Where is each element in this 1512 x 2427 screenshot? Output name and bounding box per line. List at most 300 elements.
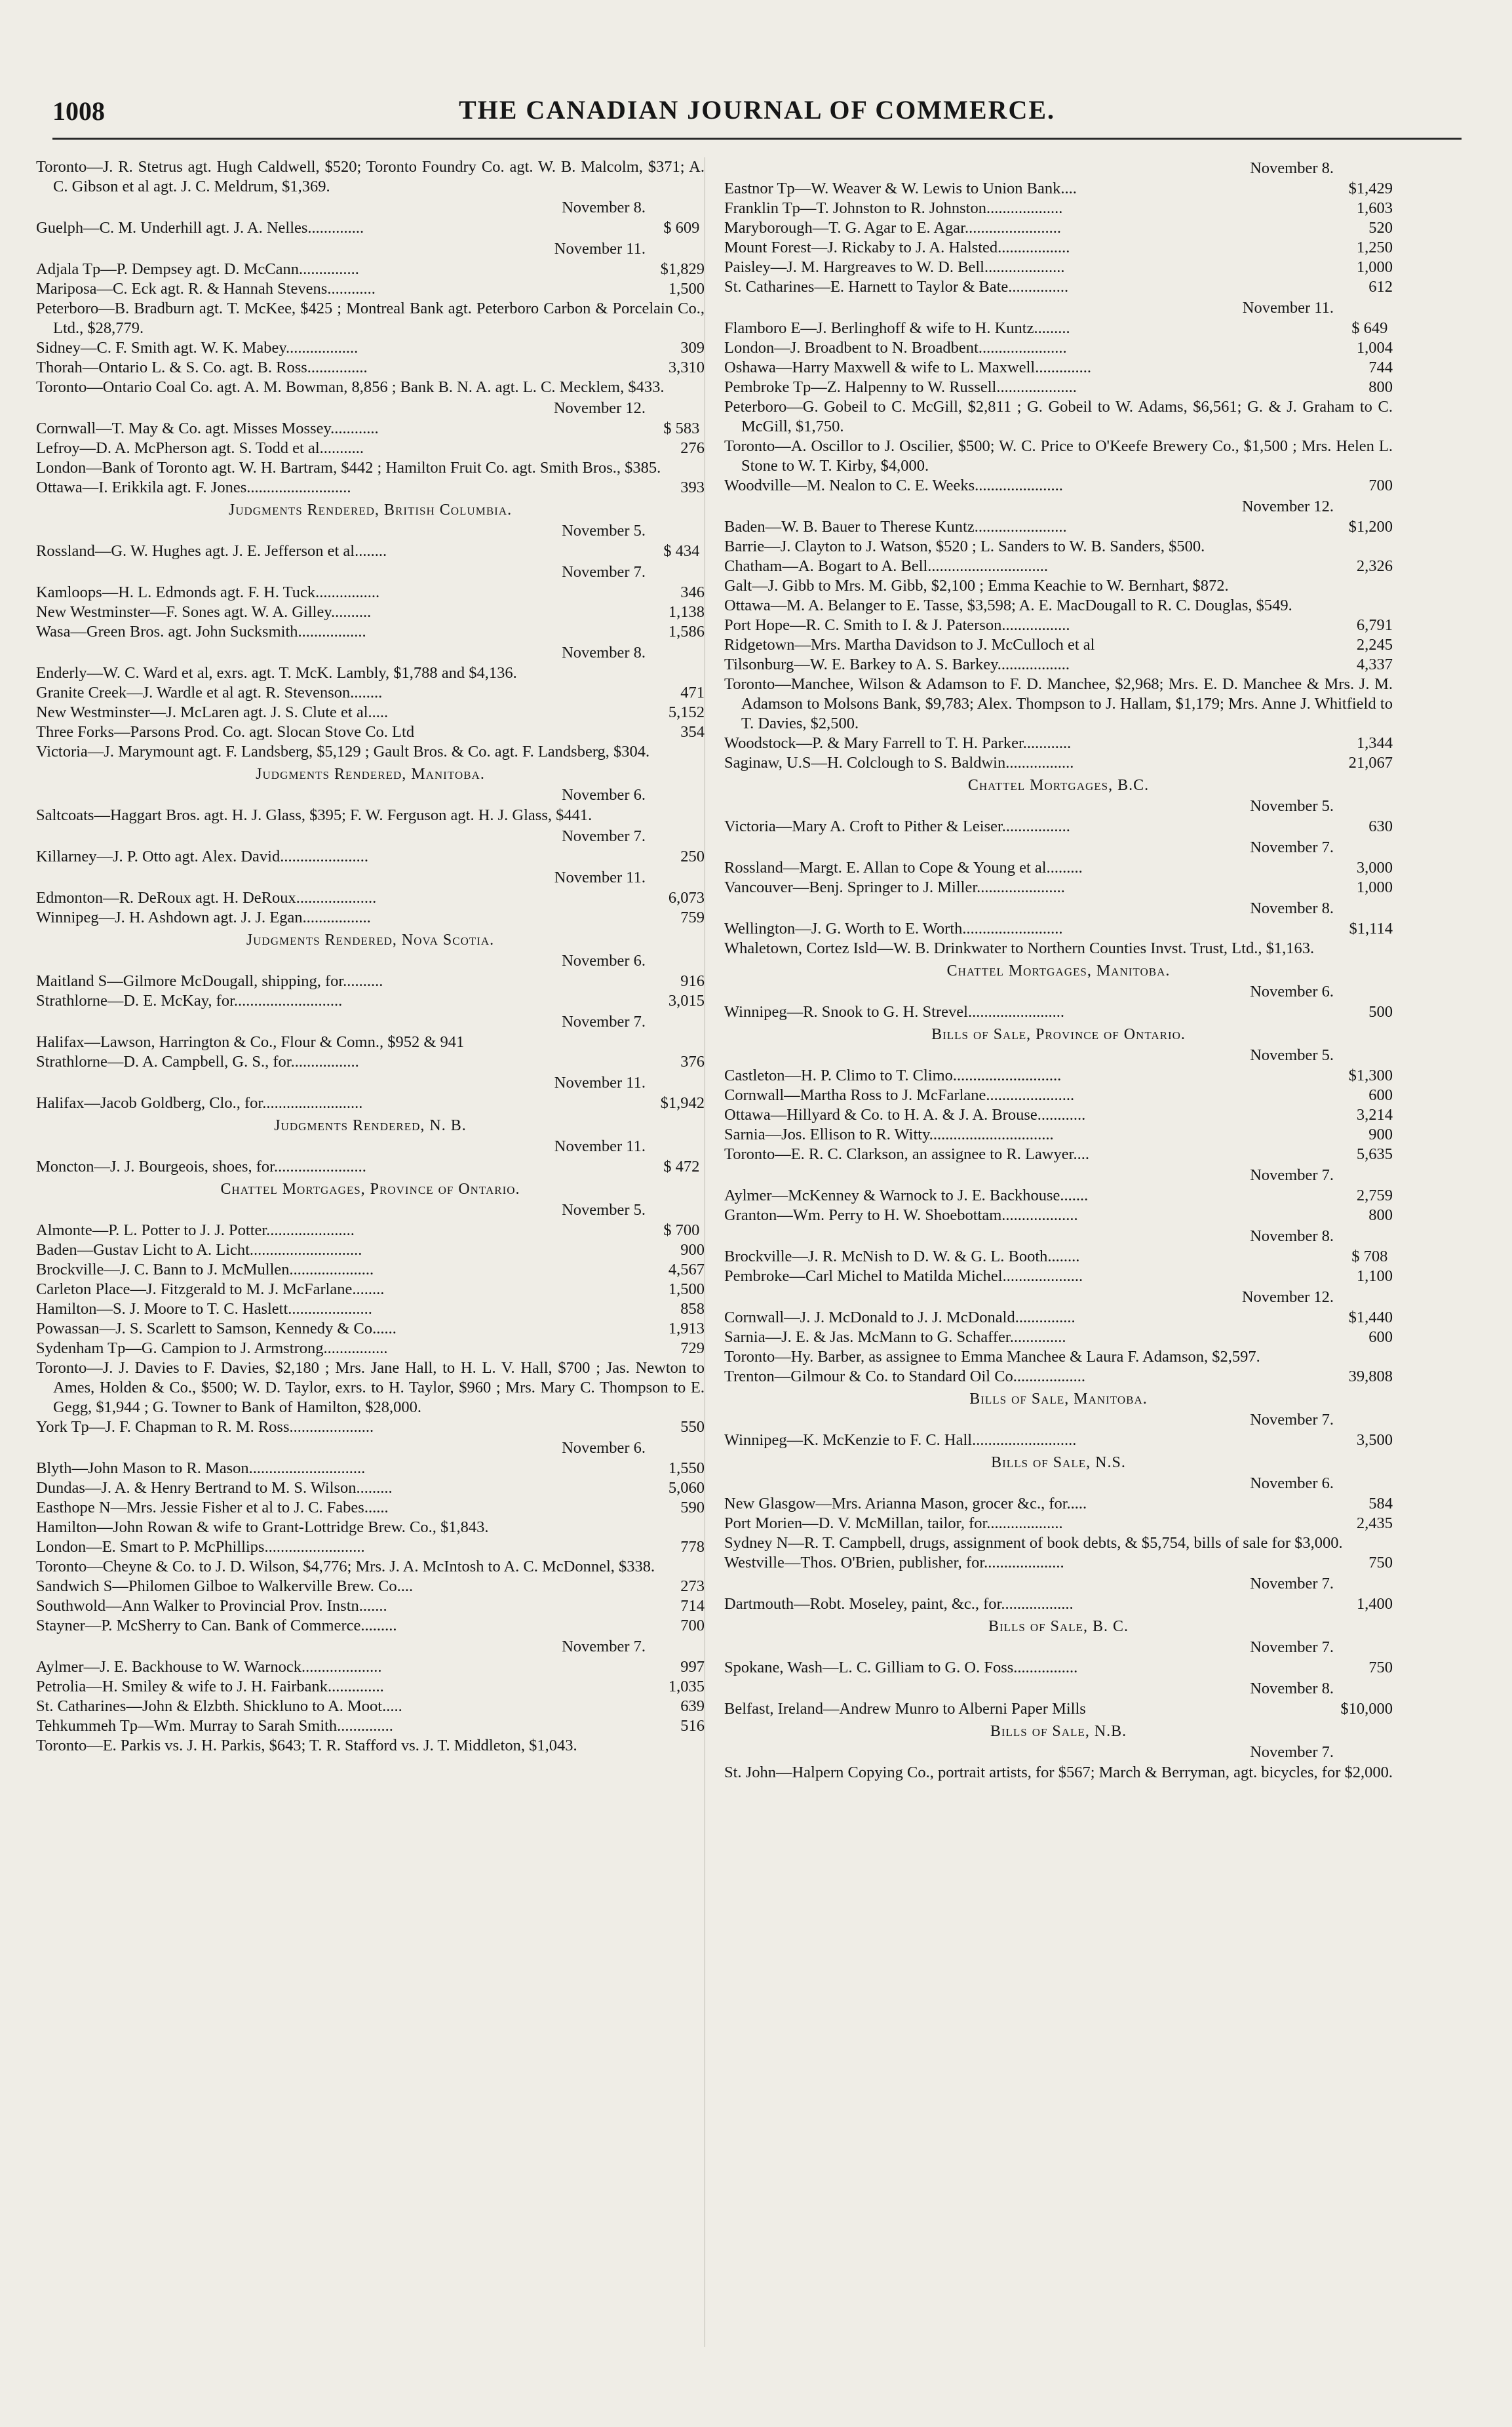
record-amount: $ 649 — [1351, 319, 1388, 337]
record-text: Winnipeg—J. H. Ashdown agt. J. J. Egan................. — [36, 909, 371, 926]
record-amount: 612 — [1368, 278, 1393, 296]
record-amount: 639 — [680, 1697, 705, 1715]
record-amount: 1,400 — [1356, 1595, 1393, 1613]
record-amount: 744 — [1368, 359, 1393, 376]
record-entry — [724, 517, 1393, 537]
record-text: Belfast, Ireland—Andrew Munro to Alberni Paper Mills — [724, 1700, 1086, 1718]
record-text: New Westminster—F. Sones agt. W. A. Gilley.......... — [36, 603, 372, 621]
date-heading — [36, 1137, 705, 1156]
record-entry — [36, 703, 705, 722]
record-amount: 346 — [680, 583, 705, 601]
record-text: Sydenham Tp—G. Campion to J. Armstrong................ — [36, 1339, 388, 1357]
record-entry — [36, 279, 705, 299]
record-amount: $ 609 — [663, 219, 700, 237]
record-entry — [36, 1537, 705, 1557]
record-text: Cornwall—T. May & Co. agt. Misses Mossey............ — [36, 420, 379, 437]
record-amount: $ 708 — [1351, 1248, 1388, 1265]
record-amount: 584 — [1368, 1495, 1393, 1512]
record-entry — [36, 663, 705, 683]
record-amount: 1,603 — [1356, 199, 1393, 217]
record-text: Powassan—J. S. Scarlett to Samson, Kennedy & Co...... — [36, 1320, 397, 1337]
date-heading — [724, 899, 1393, 918]
record-entry — [724, 1658, 1393, 1678]
record-text: November 7. — [562, 1013, 646, 1031]
record-entry — [36, 1280, 705, 1299]
record-entry — [724, 378, 1393, 397]
record-amount: $1,942 — [660, 1094, 705, 1112]
record-entry — [724, 238, 1393, 258]
record-amount: 1,344 — [1356, 734, 1393, 752]
record-entry — [36, 1616, 705, 1636]
record-amount: 1,100 — [1356, 1267, 1393, 1285]
record-amount: $1,429 — [1348, 180, 1393, 197]
date-heading — [36, 1637, 705, 1657]
record-text: Mariposa—C. Eck agt. R. & Hannah Stevens............ — [36, 280, 376, 298]
record-text: Baden—Gustav Licht to A. Licht............................ — [36, 1241, 362, 1259]
record-entry — [724, 1347, 1393, 1367]
date-heading — [36, 1438, 705, 1458]
record-amount: 916 — [680, 972, 705, 990]
record-entry — [36, 1157, 705, 1177]
record-entry — [36, 683, 705, 703]
record-entry — [724, 397, 1393, 437]
record-entry — [36, 972, 705, 991]
record-text: Three Forks—Parsons Prod. Co. agt. Slocan Stove Co. Ltd — [36, 723, 415, 741]
record-text: Woodstock—P. & Mary Farrell to T. H. Parker............ — [724, 734, 1072, 752]
record-entry — [724, 1145, 1393, 1164]
record-text: November 6. — [1250, 1474, 1334, 1492]
record-text: Rossland—G. W. Hughes agt. J. E. Jefferson et al........ — [36, 542, 387, 560]
record-text: November 6. — [1250, 983, 1334, 1000]
record-text: Aylmer—McKenney & Warnock to J. E. Backhouse....... — [724, 1187, 1089, 1204]
record-amount: 4,337 — [1356, 656, 1393, 673]
record-amount: 4,567 — [668, 1261, 705, 1278]
record-entry — [724, 258, 1393, 277]
record-text: November 5. — [1250, 797, 1334, 815]
record-text: Halifax—Lawson, Harrington & Co., Flour & Comn., $952 & 941 — [36, 1033, 465, 1051]
record-text: Chattel Mortgages, Province of Ontario. — [220, 1181, 520, 1198]
record-text: November 12. — [1241, 1288, 1334, 1306]
date-heading — [724, 1166, 1393, 1185]
record-amount: 1,500 — [668, 280, 705, 298]
date-heading — [724, 982, 1393, 1002]
record-amount: 393 — [680, 479, 705, 496]
record-text: Southwold—Ann Walker to Provincial Prov. Instn....... — [36, 1597, 387, 1615]
record-text: Sarnia—Jos. Ellison to R. Witty............................... — [724, 1126, 1054, 1143]
record-amount: $ 583 — [663, 420, 700, 437]
date-heading — [36, 399, 705, 418]
record-text: Thorah—Ontario L. & S. Co. agt. B. Ross............... — [36, 359, 368, 376]
record-amount: $1,200 — [1348, 518, 1393, 536]
record-entry — [724, 319, 1393, 338]
page-header — [52, 92, 1462, 140]
record-text: November 7. — [562, 1638, 646, 1655]
record-text: November 7. — [1250, 1411, 1334, 1429]
record-text: Lefroy—D. A. McPherson agt. S. Todd et al........... — [36, 439, 364, 457]
record-text: November 7. — [562, 563, 646, 581]
record-text: November 7. — [562, 827, 646, 845]
record-text: Ridgetown—Mrs. Martha Davidson to J. McCulloch et al — [724, 636, 1095, 654]
record-text: Ottawa—Hillyard & Co. to H. A. & J. A. Brouse............ — [724, 1106, 1086, 1124]
record-entry — [724, 675, 1393, 734]
record-amount: 858 — [680, 1300, 705, 1318]
record-entry — [36, 622, 705, 642]
record-entry — [724, 753, 1393, 773]
record-entry — [724, 218, 1393, 238]
record-text: Bills of Sale, N.B. — [990, 1723, 1127, 1740]
record-entry — [724, 596, 1393, 616]
record-entry — [36, 602, 705, 622]
record-amount: 5,060 — [668, 1479, 705, 1497]
record-text: Killarney—J. P. Otto agt. Alex. David...................... — [36, 848, 368, 865]
record-amount: $1,829 — [660, 260, 705, 278]
section-heading — [36, 500, 705, 520]
record-entry — [36, 1577, 705, 1596]
date-heading — [36, 1200, 705, 1220]
record-amount: 800 — [1368, 378, 1393, 396]
record-amount: 1,913 — [668, 1320, 705, 1337]
record-amount: 516 — [680, 1717, 705, 1735]
date-heading — [724, 159, 1393, 178]
section-heading — [36, 1179, 705, 1199]
record-text: Hamilton—John Rowan & wife to Grant-Lottridge Brew. Co., $1,843. — [36, 1518, 489, 1536]
record-text: New Westminster—J. McLaren agt. J. S. Clute et al..... — [36, 703, 389, 721]
record-amount: 800 — [1368, 1206, 1393, 1224]
record-entry — [724, 1105, 1393, 1125]
record-text: November 8. — [1250, 1680, 1334, 1697]
record-entry — [724, 1431, 1393, 1450]
record-entry — [36, 1518, 705, 1537]
date-heading — [724, 797, 1393, 816]
record-text: Petrolia—H. Smiley & wife to J. H. Fairbank.............. — [36, 1678, 384, 1695]
section-heading — [724, 1389, 1393, 1409]
record-amount: 309 — [680, 339, 705, 357]
record-entry — [36, 847, 705, 867]
date-heading — [36, 521, 705, 541]
record-amount: 273 — [680, 1577, 705, 1595]
record-text: November 8. — [562, 199, 646, 216]
record-amount: 1,035 — [668, 1678, 705, 1695]
record-text: Sarnia—J. E. & Jas. McMann to G. Schaffer.............. — [724, 1328, 1066, 1346]
record-entry — [724, 1533, 1393, 1553]
record-text: Sydney N—R. T. Campbell, drugs, assignment of book debts, & $5,754, bills of sale for $3,000. — [724, 1534, 1343, 1552]
record-entry — [724, 878, 1393, 898]
record-amount: 276 — [680, 439, 705, 457]
record-text: Judgments Rendered, Nova Scotia. — [246, 932, 495, 949]
record-text: Flamboro E—J. Berlinghoff & wife to H. Kuntz......... — [724, 319, 1070, 337]
record-amount: 700 — [680, 1617, 705, 1634]
date-heading — [724, 1227, 1393, 1246]
record-text: Easthope N—Mrs. Jessie Fisher et al to J. C. Fabes...... — [36, 1499, 389, 1516]
record-text: Toronto—J. J. Davies to F. Davies, $2,180 ; Mrs. Jane Hall, to H. L. V. Hall, $700 ; Jas. Newton to Ames, Holden & Co., $500; W. D. Taylor, exrs. to H. Taylor, $960 ; Mrs. Mary C. Thompson to E. Gegg, $1,944 ; G. Towner to Bank of Hamilton, $28,000. — [36, 1359, 705, 1416]
record-text: Carleton Place—J. Fitzgerald to M. J. McFarlane........ — [36, 1280, 385, 1298]
record-entry — [724, 557, 1393, 576]
date-heading — [724, 1679, 1393, 1699]
record-entry — [724, 1206, 1393, 1225]
record-text: Halifax—Jacob Goldberg, Clo., for......................... — [36, 1094, 363, 1112]
record-text: November 7. — [1250, 839, 1334, 856]
record-text: Spokane, Wash—L. C. Gilliam to G. O. Foss................ — [724, 1659, 1078, 1676]
record-entry — [36, 1657, 705, 1677]
record-amount: 520 — [1368, 219, 1393, 237]
record-entry — [36, 1459, 705, 1478]
record-amount: 997 — [680, 1658, 705, 1676]
record-text: Aylmer—J. E. Backhouse to W. Warnock.................... — [36, 1658, 382, 1676]
record-text: November 11. — [554, 869, 646, 886]
date-heading — [36, 239, 705, 259]
date-heading — [36, 868, 705, 888]
record-entry — [36, 1557, 705, 1577]
record-amount: 600 — [1368, 1086, 1393, 1104]
record-entry — [724, 1125, 1393, 1145]
record-text: Bills of Sale, N.S. — [991, 1454, 1126, 1471]
record-text: Bills of Sale, Province of Ontario. — [931, 1026, 1186, 1043]
record-text: Granton—Wm. Perry to H. W. Shoebottam................... — [724, 1206, 1078, 1224]
record-text: Chattel Mortgages, Manitoba. — [946, 962, 1171, 979]
record-text: Ottawa—I. Erikkila agt. F. Jones.......................... — [36, 479, 351, 496]
record-text: Paisley—J. M. Hargreaves to W. D. Bell.................... — [724, 258, 1065, 276]
record-entry — [36, 478, 705, 498]
record-entry — [36, 299, 705, 338]
record-text: Toronto—Cheyne & Co. to J. D. Wilson, $4,776; Mrs. J. A. McIntosh to A. C. McDonnel, $338. — [36, 1558, 655, 1575]
record-text: Moncton—J. J. Bourgeois, shoes, for....................... — [36, 1158, 366, 1175]
record-text: Port Morien—D. V. McMillan, tailor, for................... — [724, 1514, 1063, 1532]
record-amount: 630 — [1368, 818, 1393, 835]
record-entry — [36, 338, 705, 358]
record-text: Winnipeg—K. McKenzie to F. C. Hall.......................... — [724, 1431, 1077, 1449]
record-amount: 1,550 — [668, 1459, 705, 1477]
record-text: Judgments Rendered, N. B. — [274, 1117, 467, 1134]
record-entry — [36, 888, 705, 908]
record-amount: 590 — [680, 1499, 705, 1516]
record-amount: 250 — [680, 848, 705, 865]
record-amount: 6,073 — [668, 889, 705, 907]
record-text: November 6. — [562, 1439, 646, 1457]
record-text: November 7. — [1250, 1575, 1334, 1592]
record-amount: 1,000 — [1356, 258, 1393, 276]
record-text: Maitland S—Gilmore McDougall, shipping, for.......... — [36, 972, 383, 990]
date-heading — [724, 838, 1393, 858]
record-amount: 900 — [680, 1241, 705, 1259]
record-entry — [724, 1186, 1393, 1206]
record-entry — [36, 1033, 705, 1052]
record-text: Tehkummeh Tp—Wm. Murray to Sarah Smith.............. — [36, 1717, 393, 1735]
record-text: Toronto—J. R. Stetrus agt. Hugh Caldwell, $520; Toronto Foundry Co. agt. W. B. Malcolm, $371; A. C. Gibson et al agt. J. C. Meldrum, $1,369. — [36, 158, 705, 195]
record-entry — [36, 583, 705, 602]
record-text: Toronto—E. R. C. Clarkson, an assignee to R. Lawyer.... — [724, 1145, 1089, 1163]
record-entry — [724, 1328, 1393, 1347]
section-heading — [724, 961, 1393, 981]
record-entry — [36, 1478, 705, 1498]
section-heading — [724, 1722, 1393, 1741]
record-entry — [36, 1417, 705, 1437]
record-text: Toronto—A. Oscillor to J. Oscilier, $500; W. C. Price to O'Keefe Brewery Co., $1,500 ; Mrs. Helen L. Stone to W. T. Kirby, $4,000. — [724, 437, 1393, 475]
record-entry — [724, 179, 1393, 199]
record-text: November 5. — [562, 1201, 646, 1219]
date-heading — [724, 298, 1393, 318]
record-entry — [724, 1494, 1393, 1514]
record-amount: 376 — [680, 1053, 705, 1071]
record-entry — [724, 358, 1393, 378]
record-amount: 550 — [680, 1418, 705, 1436]
record-text: Blyth—John Mason to R. Mason............................. — [36, 1459, 366, 1477]
record-text: Oshawa—Harry Maxwell & wife to L. Maxwell.............. — [724, 359, 1091, 376]
record-amount: 2,245 — [1356, 636, 1393, 654]
record-entry — [36, 991, 705, 1011]
record-text: November 7. — [1250, 1638, 1334, 1656]
record-entry — [36, 1596, 705, 1616]
record-amount: 3,500 — [1356, 1431, 1393, 1449]
record-text: Pembroke Tp—Z. Halpenny to W. Russell.................... — [724, 378, 1077, 396]
date-heading — [724, 1638, 1393, 1657]
record-text: Cornwall—Martha Ross to J. McFarlane...................... — [724, 1086, 1075, 1104]
record-entry — [36, 1339, 705, 1358]
record-entry — [724, 1066, 1393, 1086]
record-entry — [36, 260, 705, 279]
record-entry — [724, 338, 1393, 358]
record-text: Strathlorne—D. E. McKay, for........................... — [36, 992, 343, 1010]
record-text: November 5. — [1250, 1046, 1334, 1064]
journal-title: THE CANADIAN JOURNAL OF COMMERCE. — [458, 95, 1056, 125]
record-amount: $ 472 — [663, 1158, 700, 1175]
record-amount: $1,440 — [1348, 1309, 1393, 1326]
record-amount: $ 434 — [663, 542, 700, 560]
date-heading — [36, 562, 705, 582]
record-entry — [36, 1716, 705, 1736]
record-text: Toronto—Hy. Barber, as assignee to Emma Manchee & Laura F. Adamson, $2,597. — [724, 1348, 1260, 1366]
record-text: Galt—J. Gibb to Mrs. M. Gibb, $2,100 ; Emma Keachie to W. Bernhart, $872. — [724, 577, 1229, 595]
record-entry — [36, 218, 705, 238]
record-text: London—J. Broadbent to N. Broadbent...................... — [724, 339, 1067, 357]
record-text: Toronto—E. Parkis vs. J. H. Parkis, $643; T. R. Stafford vs. J. T. Middleton, $1,043. — [36, 1737, 577, 1754]
record-entry — [724, 437, 1393, 476]
record-text: November 7. — [1250, 1743, 1334, 1761]
section-heading — [36, 930, 705, 950]
record-entry — [724, 1699, 1393, 1719]
section-heading — [724, 1025, 1393, 1044]
record-text: November 11. — [554, 1074, 646, 1092]
record-entry — [724, 1308, 1393, 1328]
record-text: Vancouver—Benj. Springer to J. Miller...................... — [724, 878, 1065, 896]
record-entry — [36, 1240, 705, 1260]
record-entry — [724, 939, 1393, 958]
record-text: November 11. — [554, 240, 646, 258]
record-amount: 1,500 — [668, 1280, 705, 1298]
record-text: Wellington—J. G. Worth to E. Worth......................... — [724, 920, 1063, 937]
record-amount: 3,214 — [1356, 1106, 1393, 1124]
date-heading — [36, 643, 705, 663]
record-text: November 8. — [562, 644, 646, 661]
record-text: November 7. — [1250, 1166, 1334, 1184]
record-text: Dartmouth—Robt. Moseley, paint, &c., for.................. — [724, 1595, 1074, 1613]
record-entry — [36, 1094, 705, 1113]
date-heading — [36, 951, 705, 971]
record-text: Enderly—W. C. Ward et al, exrs. agt. T. McK. Lambly, $1,788 and $4,136. — [36, 664, 517, 682]
record-amount: 3,000 — [1356, 859, 1393, 877]
record-amount: 6,791 — [1356, 616, 1393, 634]
record-text: York Tp—J. F. Chapman to R. M. Ross..................... — [36, 1418, 374, 1436]
record-text: Brockville—J. R. McNish to D. W. & G. L. Booth........ — [724, 1248, 1080, 1265]
record-text: New Glasgow—Mrs. Arianna Mason, grocer &c., for..... — [724, 1495, 1087, 1512]
record-text: Toronto—Ontario Coal Co. agt. A. M. Bowman, 8,856 ; Bank B. N. A. agt. L. C. Mecklem, $433. — [36, 378, 665, 396]
record-text: Tilsonburg—W. E. Barkey to A. S. Barkey.................. — [724, 656, 1070, 673]
record-text: Peterboro—B. Bradburn agt. T. McKee, $425 ; Montreal Bank agt. Peterboro Carbon & Porcelain Co., Ltd., $28,779. — [36, 300, 705, 337]
record-text: Chattel Mortgages, B.C. — [967, 777, 1150, 794]
record-text: November 8. — [1250, 899, 1334, 917]
record-text: Castleton—H. P. Climo to T. Climo........................... — [724, 1067, 1062, 1084]
record-entry — [724, 576, 1393, 596]
date-heading — [36, 827, 705, 846]
record-amount: 2,435 — [1356, 1514, 1393, 1532]
record-amount: 600 — [1368, 1328, 1393, 1346]
record-text: Mount Forest—J. Rickaby to J. A. Halsted.................. — [724, 239, 1070, 256]
record-entry — [36, 378, 705, 397]
record-entry — [724, 1367, 1393, 1387]
record-entry — [724, 858, 1393, 878]
date-heading — [724, 1288, 1393, 1307]
record-amount: $ 700 — [663, 1221, 700, 1239]
record-text: Brockville—J. C. Bann to J. McMullen..................... — [36, 1261, 374, 1278]
record-text: St. Catharines—E. Harnett to Taylor & Bate............... — [724, 278, 1069, 296]
record-amount: 729 — [680, 1339, 705, 1357]
date-heading — [36, 198, 705, 218]
record-entry — [724, 734, 1393, 753]
record-text: Peterboro—G. Gobeil to C. McGill, $2,811 ; G. Gobeil to W. Adams, $6,561; G. & J. Graham to C. McGill, $1,750. — [724, 398, 1393, 435]
record-text: Victoria—Mary A. Croft to Pither & Leiser................. — [724, 818, 1070, 835]
record-text: Sandwich S—Philomen Gilboe to Walkerville Brew. Co.... — [36, 1577, 414, 1595]
record-amount: 1,586 — [668, 623, 705, 641]
record-entry — [36, 1221, 705, 1240]
record-text: Granite Creek—J. Wardle et al agt. R. Stevenson........ — [36, 684, 383, 701]
record-amount: 750 — [1368, 1659, 1393, 1676]
record-text: Saginaw, U.S—H. Colclough to S. Baldwin................. — [724, 754, 1074, 772]
record-entry — [724, 919, 1393, 939]
record-text: St. John—Halpern Copying Co., portrait artists, for $567; March & Berryman, agt. bicycles, for $2,000. — [724, 1764, 1393, 1781]
record-text: Whaletown, Cortez Isld—W. B. Drinkwater to Northern Counties Invst. Trust, Ltd., $1,163. — [724, 939, 1315, 957]
record-text: Cornwall—J. J. McDonald to J. J. McDonald............... — [724, 1309, 1076, 1326]
record-text: Toronto—Manchee, Wilson & Adamson to F. D. Manchee, $2,968; Mrs. E. D. Manchee & Mrs. J. M. Adamson to Molsons Bank, $9,783; Alex. Thompson to J. Hallam, $1,179; Mrs. Anne J. Whitfield to T. Davies, $2,500. — [724, 675, 1393, 732]
section-heading — [724, 1453, 1393, 1472]
record-text: Wasa—Green Bros. agt. John Sucksmith................. — [36, 623, 366, 641]
record-entry — [36, 1319, 705, 1339]
record-text: Saltcoats—Haggart Bros. agt. H. J. Glass, $395; F. W. Ferguson agt. H. J. Glass, $441. — [36, 806, 592, 824]
record-amount: 3,310 — [668, 359, 705, 376]
record-amount: 2,326 — [1356, 557, 1393, 575]
record-entry — [36, 742, 705, 762]
record-text: Barrie—J. Clayton to J. Watson, $520 ; L. Sanders to W. B. Sanders, $500. — [724, 538, 1205, 555]
record-amount: $1,114 — [1349, 920, 1393, 937]
record-entry — [724, 1553, 1393, 1573]
record-entry — [36, 1052, 705, 1072]
record-entry — [724, 476, 1393, 496]
date-heading — [724, 1474, 1393, 1493]
date-heading — [724, 1574, 1393, 1594]
record-text: London—E. Smart to P. McPhillips......................... — [36, 1538, 365, 1556]
record-entry — [36, 157, 705, 197]
record-amount: 700 — [1368, 477, 1393, 494]
record-amount: 2,759 — [1356, 1187, 1393, 1204]
record-text: Ottawa—M. A. Belanger to E. Tasse, $3,598; A. E. MacDougall to R. C. Douglas, $549. — [724, 597, 1292, 614]
record-entry — [36, 1677, 705, 1697]
record-text: Judgments Rendered, Manitoba. — [256, 766, 485, 783]
record-text: St. Catharines—John & Elzbth. Shickluno to A. Moot..... — [36, 1697, 402, 1715]
record-text: Chatham—A. Bogart to A. Bell.............................. — [724, 557, 1049, 575]
section-heading — [724, 776, 1393, 795]
record-text: Pembroke—Carl Michel to Matilda Michel.................... — [724, 1267, 1083, 1285]
record-text: Kamloops—H. L. Edmonds agt. F. H. Tuck................ — [36, 583, 380, 601]
record-entry — [36, 1358, 705, 1417]
record-text: Adjala Tp—P. Dempsey agt. D. McCann............... — [36, 260, 359, 278]
